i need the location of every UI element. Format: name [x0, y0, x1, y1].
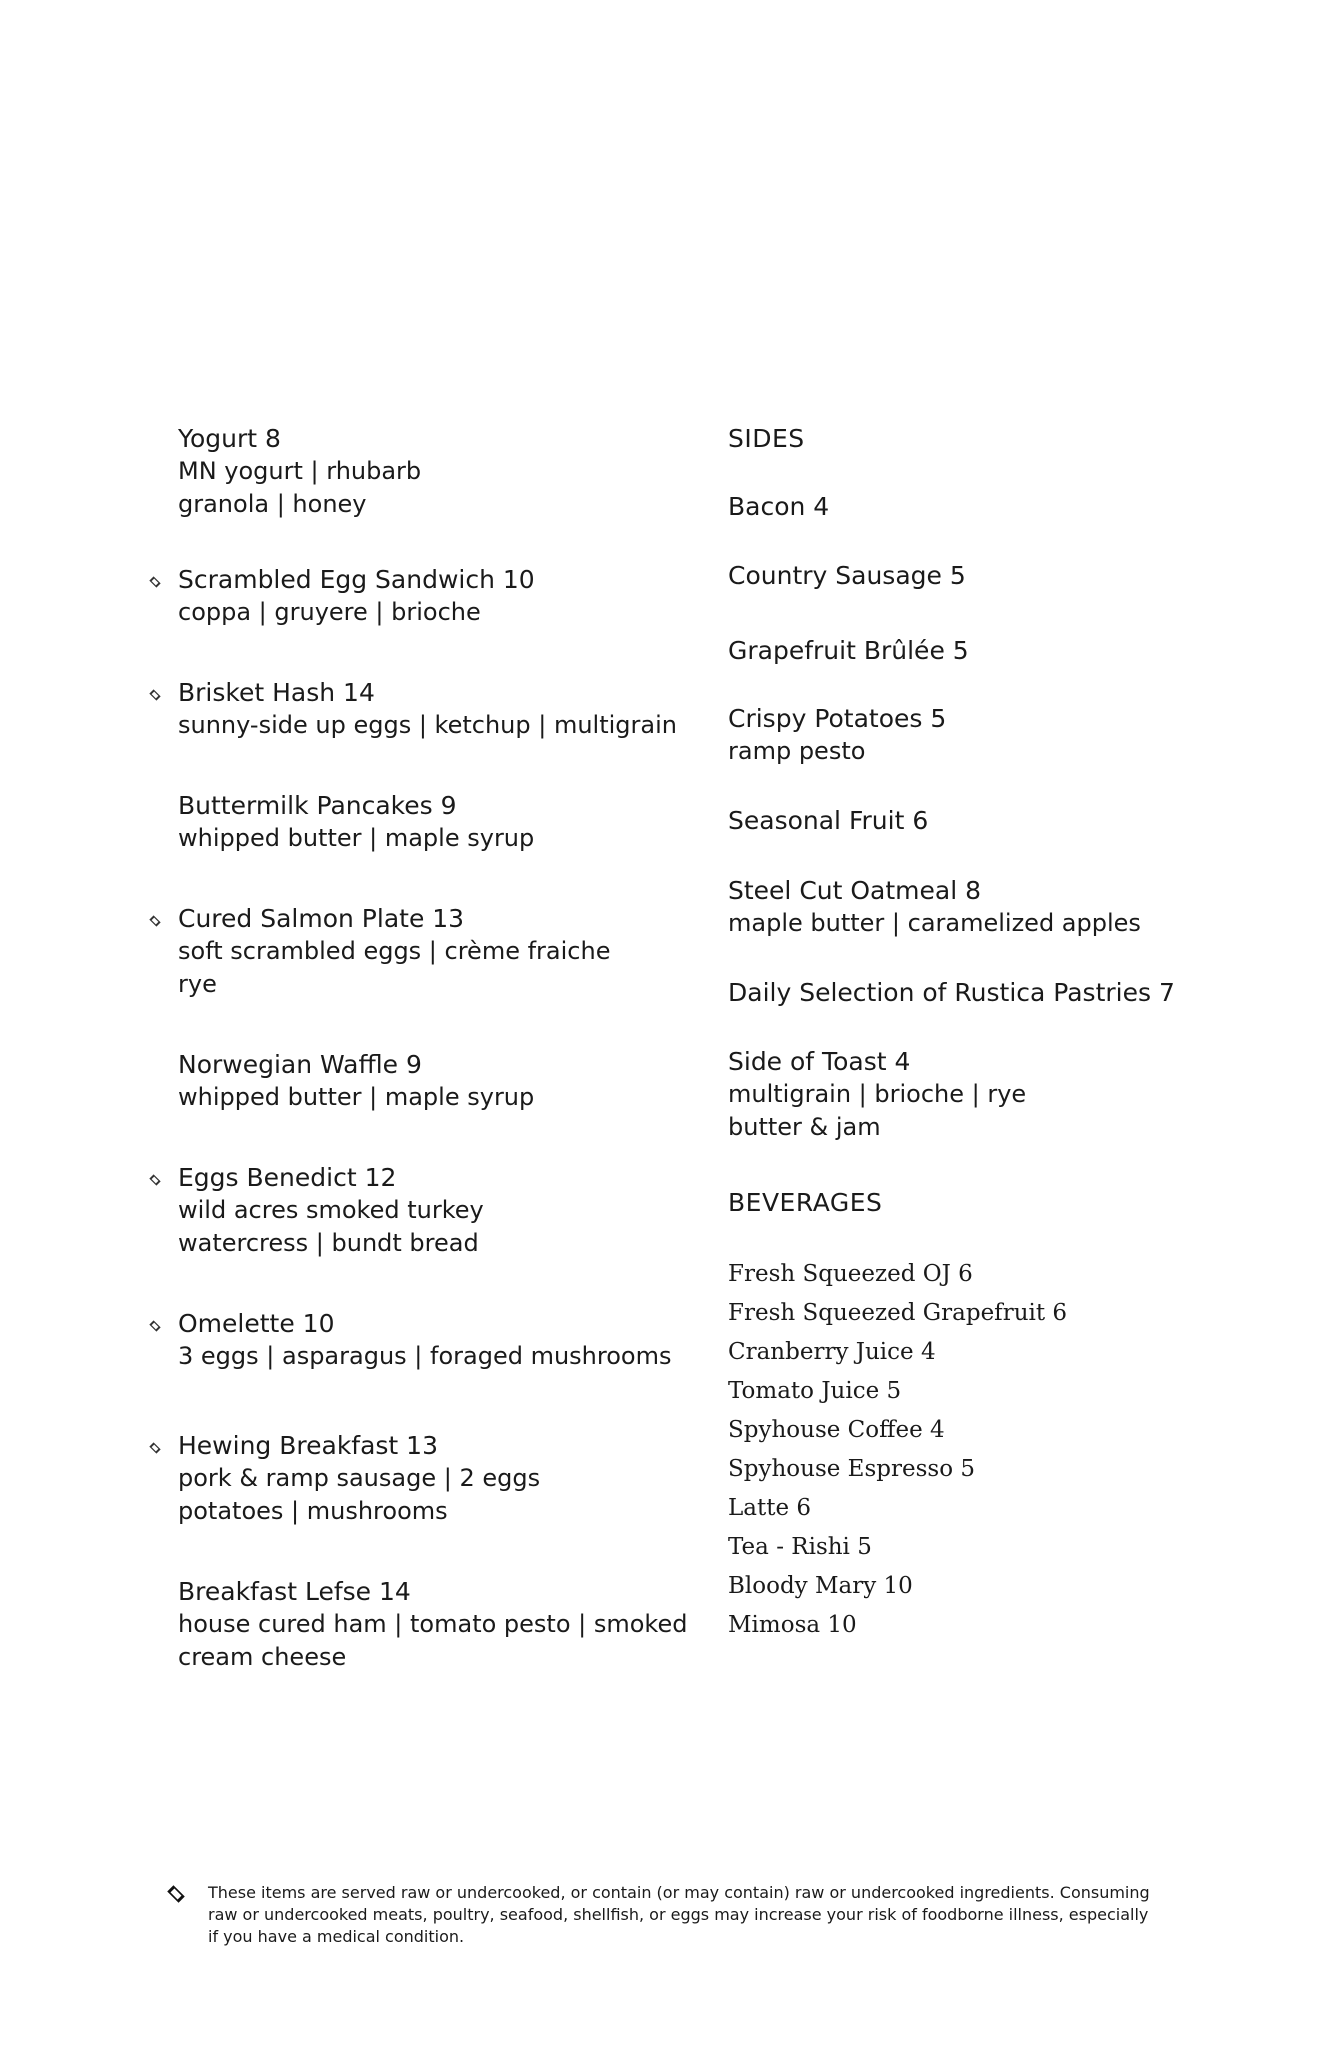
item-desc: maple butter | caramelized apples	[728, 909, 1141, 937]
raw-diamond-icon	[149, 1320, 160, 1331]
item-title: Brisket Hash 14	[178, 678, 375, 707]
item-title: Steel Cut Oatmeal 8	[728, 876, 982, 905]
item-desc: soft scrambled eggs | crème fraiche	[178, 937, 611, 965]
item-title: Hewing Breakfast 13	[178, 1431, 438, 1460]
side-item	[728, 976, 1248, 1009]
side-item	[728, 559, 1248, 592]
raw-diamond-icon	[149, 1442, 160, 1453]
side-item	[728, 874, 1248, 940]
raw-diamond-icon	[149, 1174, 160, 1185]
raw-diamond-icon	[167, 1885, 185, 1903]
item-desc: sunny-side up eggs | ketchup | multigrain	[178, 711, 677, 739]
raw-diamond-icon	[149, 576, 160, 587]
menu-item	[178, 676, 698, 742]
beverage-item: Fresh Squeezed OJ 6	[728, 1261, 973, 1287]
item-title: Crispy Potatoes 5	[728, 704, 947, 733]
beverage-item: Cranberry Juice 4	[728, 1339, 936, 1365]
item-title: Scrambled Egg Sandwich 10	[178, 565, 535, 594]
item-desc: pork & ramp sausage | 2 eggs	[178, 1464, 541, 1492]
beverage-item: Fresh Squeezed Grapefruit 6	[728, 1300, 1068, 1326]
item-desc: granola | honey	[178, 490, 367, 518]
raw-diamond-icon	[149, 915, 160, 926]
item-title: Omelette 10	[178, 1309, 335, 1338]
item-desc: wild acres smoked turkey	[178, 1196, 484, 1224]
item-title: Bacon 4	[728, 492, 830, 521]
side-item	[728, 702, 1248, 768]
item-title: Country Sausage 5	[728, 561, 966, 590]
item-desc: coppa | gruyere | brioche	[178, 598, 481, 626]
menu-item	[178, 902, 698, 1001]
item-desc: multigrain | brioche | rye	[728, 1080, 1027, 1108]
item-desc: watercress | bundt bread	[178, 1229, 479, 1257]
item-desc: rye	[178, 970, 217, 998]
main-menu-column	[178, 422, 698, 1674]
beverage-item: Bloody Mary 10	[728, 1573, 913, 1599]
menu-item	[178, 1429, 698, 1528]
menu-item	[178, 563, 698, 629]
beverage-item: Tomato Juice 5	[728, 1378, 902, 1404]
side-item	[728, 634, 1248, 667]
beverage-list	[728, 1255, 1248, 1645]
menu-item	[178, 1048, 698, 1114]
sides-beverages-column	[728, 422, 1248, 1645]
menu-item	[178, 789, 698, 855]
item-desc: potatoes | mushrooms	[178, 1497, 448, 1525]
item-desc: ramp pesto	[728, 737, 866, 765]
menu-item	[178, 1575, 698, 1674]
raw-food-disclaimer	[170, 1882, 1150, 1948]
sides-heading: SIDES	[728, 424, 805, 453]
item-desc: MN yogurt | rhubarb	[178, 457, 422, 485]
menu-item	[178, 1161, 698, 1260]
item-desc: whipped butter | maple syrup	[178, 824, 535, 852]
item-desc: 3 eggs | asparagus | foraged mushrooms	[178, 1342, 672, 1370]
item-desc: cream cheese	[178, 1643, 347, 1671]
item-title: Yogurt 8	[178, 424, 281, 453]
beverage-item: Spyhouse Espresso 5	[728, 1456, 975, 1482]
item-desc: whipped butter | maple syrup	[178, 1083, 535, 1111]
item-title: Grapefruit Brûlée 5	[728, 636, 969, 665]
item-title: Side of Toast 4	[728, 1047, 911, 1076]
item-title: Breakfast Lefse 14	[178, 1577, 411, 1606]
side-item	[728, 1045, 1248, 1144]
item-title: Norwegian Waffle 9	[178, 1050, 422, 1079]
menu-item	[178, 1307, 698, 1373]
item-title: Seasonal Fruit 6	[728, 806, 929, 835]
beverage-item: Latte 6	[728, 1495, 812, 1521]
item-title: Buttermilk Pancakes 9	[178, 791, 457, 820]
item-title: Eggs Benedict 12	[178, 1163, 397, 1192]
beverages-heading: BEVERAGES	[728, 1188, 883, 1217]
beverage-item: Mimosa 10	[728, 1612, 857, 1638]
item-desc: butter & jam	[728, 1113, 881, 1141]
side-item	[728, 490, 1248, 523]
disclaimer-text: These items are served raw or undercooked, or contain (or may contain) raw or undercooked ingredients. Consuming raw or undercooked meats, poultry, seafood, shellfish, or eggs may increase your risk of foodborne illness, especially if you have a medical condition.	[208, 1883, 1150, 1946]
item-desc: house cured ham | tomato pesto | smoked	[178, 1610, 688, 1638]
side-item	[728, 804, 1248, 837]
item-title: Cured Salmon Plate 13	[178, 904, 465, 933]
item-title: Daily Selection of Rustica Pastries 7	[728, 978, 1175, 1007]
raw-diamond-icon	[149, 689, 160, 700]
beverage-item: Tea - Rishi 5	[728, 1534, 872, 1560]
beverage-item: Spyhouse Coffee 4	[728, 1417, 945, 1443]
menu-item	[178, 422, 698, 521]
